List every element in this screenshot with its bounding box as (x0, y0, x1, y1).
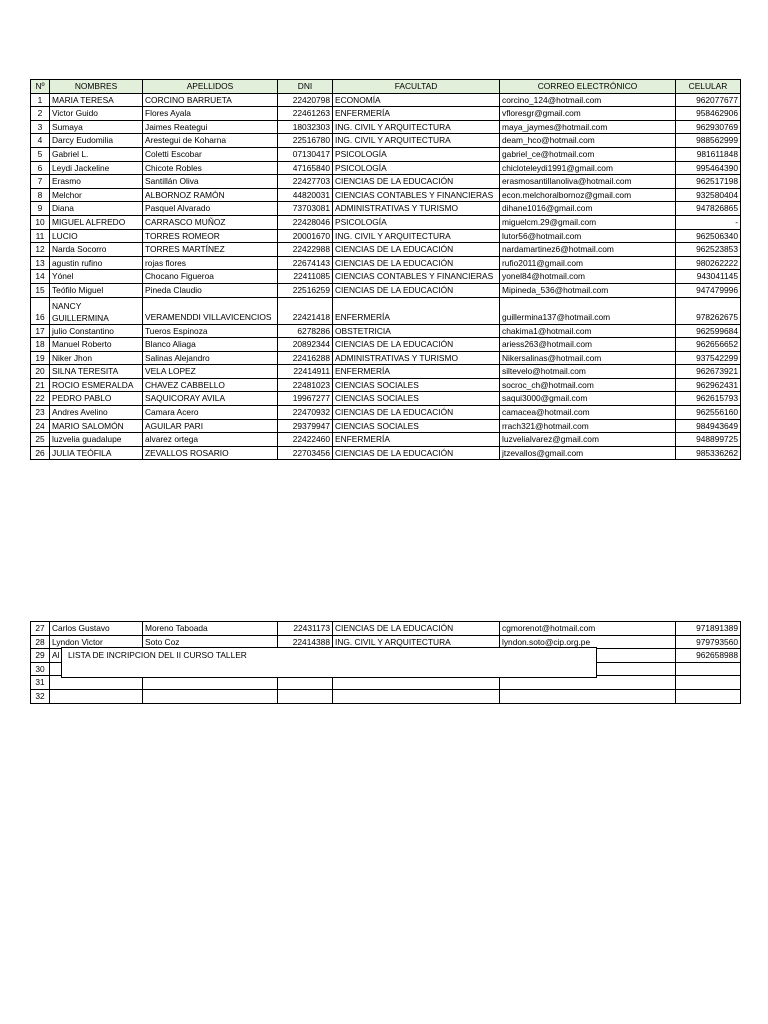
cell-dni: 22427703 (278, 175, 333, 189)
cell-first-name: MARIO SALOMÓN (50, 419, 143, 433)
table-row (31, 134, 741, 148)
cell-row-number: 11 (31, 229, 50, 243)
cell-first-name: julio Constantino (50, 324, 143, 338)
cell-row-number: 3 (31, 120, 50, 134)
cell-dni: 19967277 (278, 392, 333, 406)
table-row (31, 338, 741, 352)
cell-last-name: CORCINO BARRUETA (143, 93, 278, 107)
cell-last-name (143, 689, 278, 703)
cell-last-name: Camara Acero (143, 406, 278, 420)
cell-dni: 22420798 (278, 93, 333, 107)
cell-row-number: 23 (31, 406, 50, 420)
cell-phone: 947826865 (676, 202, 741, 216)
cell-first-name: LUCIO (50, 229, 143, 243)
cell-email (500, 689, 676, 703)
cell-faculty: ING. CIVIL Y ARQUITECTURA (333, 635, 500, 649)
table-row (31, 120, 741, 134)
cell-faculty: CIENCIAS DE LA EDUCACIÓN (333, 175, 500, 189)
cell-first-name: agustin rufino (50, 256, 143, 270)
cell-row-number: 19 (31, 351, 50, 365)
cell-dni: 29379947 (278, 419, 333, 433)
cell-first-name: ROCIO ESMERALDA (50, 378, 143, 392)
cell-phone: 947479996 (676, 283, 741, 297)
cell-faculty: CIENCIAS DE LA EDUCACIÓN (333, 283, 500, 297)
list-title: LISTA DE INCRIPCION DEL II CURSO TALLER (68, 650, 247, 660)
cell-phone: 995464390 (676, 161, 741, 175)
cell-faculty: CIENCIAS CONTABLES Y FINANCIERAS (333, 188, 500, 202)
cell-row-number: 16 (31, 297, 50, 324)
cell-email: yonel84@hotmail.com (500, 270, 676, 284)
table-row (31, 351, 741, 365)
cell-email: guillermina137@hotmail.com (500, 297, 676, 324)
cell-row-number: 29 (31, 649, 50, 663)
cell-email: socroc_ch@hotmail.com (500, 378, 676, 392)
cell-email: nardamartinez6@hotmail.com (500, 243, 676, 257)
cell-email: miguelcm.29@gmail.com (500, 215, 676, 229)
cell-faculty: ENFERMERÍA (333, 107, 500, 121)
cell-row-number: 1 (31, 93, 50, 107)
cell-first-name: Al (50, 649, 143, 663)
table-header-row (31, 80, 741, 94)
table-row (31, 175, 741, 189)
table-row (31, 283, 741, 297)
cell-first-name: MARIA TERESA (50, 93, 143, 107)
cell-last-name: Chicote Robles (143, 161, 278, 175)
table-row (31, 161, 741, 175)
cell-faculty: CIENCIAS SOCIALES (333, 392, 500, 406)
cell-phone: 943041145 (676, 270, 741, 284)
cell-last-name: Coletti Escobar (143, 147, 278, 161)
cell-faculty: ADMINISTRATIVAS Y TURISMO (333, 351, 500, 365)
cell-dni: 22516259 (278, 283, 333, 297)
cell-phone: 962615793 (676, 392, 741, 406)
cell-row-number: 6 (31, 161, 50, 175)
cell-phone: 962930769 (676, 120, 741, 134)
cell-phone: 981611848 (676, 147, 741, 161)
cell-dni: 22428046 (278, 215, 333, 229)
cell-phone: 962523853 (676, 243, 741, 257)
cell-dni: 22414911 (278, 365, 333, 379)
cell-faculty: CIENCIAS DE LA EDUCACIÓN (333, 446, 500, 460)
header-email: CORREO ELECTRÓNICO (500, 80, 676, 94)
cell-faculty: CIENCIAS DE LA EDUCACIÓN (333, 622, 500, 636)
cell-email: rrach321@hotmail.com (500, 419, 676, 433)
cell-email: luzvelialvarez@gmail.com (500, 433, 676, 447)
header-row-number: Nº (31, 80, 50, 94)
cell-first-name: Leydi Jackeline (50, 161, 143, 175)
cell-row-number: 5 (31, 147, 50, 161)
cell-email: lyndon.soto@cip.org.pe (500, 635, 676, 649)
cell-email: maya_jaymes@hotmail.com (500, 120, 676, 134)
cell-row-number: 20 (31, 365, 50, 379)
cell-first-name: luzvelia guadalupe (50, 433, 143, 447)
header-last-name: APELLIDOS (143, 80, 278, 94)
cell-email: saqui3000@gmail.com (500, 392, 676, 406)
cell-last-name: Salinas Alejandro (143, 351, 278, 365)
cell-dni: 22422460 (278, 433, 333, 447)
cell-faculty: CIENCIAS DE LA EDUCACIÓN (333, 406, 500, 420)
cell-phone: 988562999 (676, 134, 741, 148)
cell-dni: 07130417 (278, 147, 333, 161)
cell-faculty: CIENCIAS DE LA EDUCACIÓN (333, 256, 500, 270)
cell-faculty: PSICOLOGÍA (333, 161, 500, 175)
cell-faculty: ING. CIVIL Y ARQUITECTURA (333, 134, 500, 148)
cell-dni: 22411085 (278, 270, 333, 284)
cell-row-number: 25 (31, 433, 50, 447)
cell-last-name: SAQUICORAY AVILA (143, 392, 278, 406)
cell-last-name: Pineda Claudio (143, 283, 278, 297)
cell-last-name: VELA LOPEZ (143, 365, 278, 379)
cell-email: corcino_124@hotmail.com (500, 93, 676, 107)
cell-faculty: PSICOLOGÍA (333, 147, 500, 161)
cell-last-name: AGUILAR PARI (143, 419, 278, 433)
cell-row-number: 10 (31, 215, 50, 229)
cell-first-name: Victor Guido (50, 107, 143, 121)
cell-first-name: Manuel Roberto (50, 338, 143, 352)
cell-faculty: CIENCIAS SOCIALES (333, 419, 500, 433)
cell-phone: 962556160 (676, 406, 741, 420)
table-row (31, 378, 741, 392)
cell-dni: 22414388 (278, 635, 333, 649)
cell-dni: 22461263 (278, 107, 333, 121)
cell-last-name: ALBORNOZ RAMÓN (143, 188, 278, 202)
cell-faculty: ENFERMERÍA (333, 433, 500, 447)
cell-dni: 22431173 (278, 622, 333, 636)
cell-email: deam_hco@hotmail.com (500, 134, 676, 148)
table-row (31, 419, 741, 433)
cell-row-number: 15 (31, 283, 50, 297)
table-row (31, 147, 741, 161)
cell-phone: 962962431 (676, 378, 741, 392)
cell-email: siltevelo@hotmail.com (500, 365, 676, 379)
cell-first-name: Yónel (50, 270, 143, 284)
cell-row-number: 21 (31, 378, 50, 392)
cell-faculty: ENFERMERÍA (333, 365, 500, 379)
cell-row-number: 31 (31, 676, 50, 690)
cell-dni: 20001670 (278, 229, 333, 243)
cell-phone: 962077677 (676, 93, 741, 107)
cell-first-name: Melchor (50, 188, 143, 202)
table-row (31, 622, 741, 636)
cell-dni: 22516780 (278, 134, 333, 148)
cell-phone: 962506340 (676, 229, 741, 243)
cell-email: Nikersalinas@hotmail.com (500, 351, 676, 365)
cell-dni (278, 689, 333, 703)
cell-email: rufio2011@gmail.com (500, 256, 676, 270)
table-row (31, 93, 741, 107)
cell-first-name: Diana (50, 202, 143, 216)
cell-phone: 962599684 (676, 324, 741, 338)
cell-dni: 22470932 (278, 406, 333, 420)
table-row (31, 215, 741, 229)
cell-last-name: Chocano Figueroa (143, 270, 278, 284)
cell-email: jtzevallos@gmail.com (500, 446, 676, 460)
cell-faculty: PSICOLOGÍA (333, 215, 500, 229)
cell-last-name: Soto Coz (143, 635, 278, 649)
cell-last-name: Jaimes Reategui (143, 120, 278, 134)
registration-table-top (30, 79, 741, 460)
cell-dni: 6278286 (278, 324, 333, 338)
cell-first-name: Teófilo Miguel (50, 283, 143, 297)
cell-first-name: Niker Jhon (50, 351, 143, 365)
cell-last-name: Pasquel Alvarado (143, 202, 278, 216)
cell-row-number: 17 (31, 324, 50, 338)
cell-last-name: Blanco Aliaga (143, 338, 278, 352)
cell-row-number: 12 (31, 243, 50, 257)
cell-phone: 962658988 (676, 649, 741, 663)
cell-faculty: ADMINISTRATIVAS Y TURISMO (333, 202, 500, 216)
cell-last-name: CARRASCO MUÑOZ (143, 215, 278, 229)
cell-row-number: 7 (31, 175, 50, 189)
cell-first-name: Erasmo (50, 175, 143, 189)
cell-email: ariess263@hotmail.com (500, 338, 676, 352)
cell-phone: - (676, 215, 741, 229)
table-row (31, 202, 741, 216)
cell-dni: 22674143 (278, 256, 333, 270)
cell-dni: 20892344 (278, 338, 333, 352)
cell-row-number: 18 (31, 338, 50, 352)
cell-row-number: 8 (31, 188, 50, 202)
table-row (31, 229, 741, 243)
cell-first-name: MIGUEL ALFREDO (50, 215, 143, 229)
cell-last-name: Santillán Oliva (143, 175, 278, 189)
cell-faculty: ING. CIVIL Y ARQUITECTURA (333, 229, 500, 243)
cell-last-name: TORRES MARTÍNEZ (143, 243, 278, 257)
header-dni: DNI (278, 80, 333, 94)
cell-last-name: Flores Ayala (143, 107, 278, 121)
cell-phone (676, 676, 741, 690)
cell-dni: 44820031 (278, 188, 333, 202)
cell-row-number: 22 (31, 392, 50, 406)
cell-phone: 958462906 (676, 107, 741, 121)
table-row (31, 392, 741, 406)
list-title-box (61, 647, 597, 678)
cell-phone: 962656652 (676, 338, 741, 352)
cell-email: erasmosantillanoliva@hotmail.com (500, 175, 676, 189)
cell-row-number: 27 (31, 622, 50, 636)
cell-phone: 978262675 (676, 297, 741, 324)
cell-email: lutor56@hotmail.com (500, 229, 676, 243)
cell-first-name: NANCY GUILLERMINA (50, 297, 143, 324)
cell-row-number: 13 (31, 256, 50, 270)
cell-phone: 980262222 (676, 256, 741, 270)
cell-email: dihane1016@gmail.com (500, 202, 676, 216)
cell-phone: 979793560 (676, 635, 741, 649)
table-row (31, 243, 741, 257)
cell-first-name: SILNA TERESITA (50, 365, 143, 379)
cell-last-name: alvarez ortega (143, 433, 278, 447)
header-first-name: NOMBRES (50, 80, 143, 94)
table-row (31, 256, 741, 270)
cell-phone: 962673921 (676, 365, 741, 379)
cell-email: vfloresgr@gmail.com (500, 107, 676, 121)
cell-last-name: VERAMENDDI VILLAVICENCIOS (143, 297, 278, 324)
table-row (31, 188, 741, 202)
cell-last-name: rojas flores (143, 256, 278, 270)
cell-first-name (50, 689, 143, 703)
cell-faculty: ECONOMÍA (333, 93, 500, 107)
cell-last-name: ZEVALLOS ROSARIO (143, 446, 278, 460)
cell-dni: 22422988 (278, 243, 333, 257)
cell-row-number: 4 (31, 134, 50, 148)
cell-first-name: Narda Socorro (50, 243, 143, 257)
cell-first-name: Gabriel L. (50, 147, 143, 161)
cell-dni: 22416288 (278, 351, 333, 365)
cell-last-name: Tueros Espinoza (143, 324, 278, 338)
cell-faculty (333, 689, 500, 703)
cell-first-name: Carlos Gustavo (50, 622, 143, 636)
cell-last-name: Moreno Taboada (143, 622, 278, 636)
cell-email: chicloteleydi1991@gmail.com (500, 161, 676, 175)
cell-first-name: Andres Avelino (50, 406, 143, 420)
cell-row-number: 28 (31, 635, 50, 649)
cell-dni: 22703456 (278, 446, 333, 460)
cell-phone: 962517198 (676, 175, 741, 189)
cell-phone: 971891389 (676, 622, 741, 636)
cell-row-number: 9 (31, 202, 50, 216)
cell-faculty: OBSTETRICIA (333, 324, 500, 338)
cell-last-name: CHAVEZ CABBELLO (143, 378, 278, 392)
cell-phone: 985336262 (676, 446, 741, 460)
cell-faculty: CIENCIAS SOCIALES (333, 378, 500, 392)
cell-dni: 18032303 (278, 120, 333, 134)
cell-first-name: JULIA TEÓFILA (50, 446, 143, 460)
cell-row-number: 32 (31, 689, 50, 703)
cell-email: econ.melchoralbornoz@gmail.com (500, 188, 676, 202)
table-row (31, 406, 741, 420)
cell-faculty: ING. CIVIL Y ARQUITECTURA (333, 120, 500, 134)
cell-row-number: 30 (31, 662, 50, 676)
cell-phone (676, 662, 741, 676)
cell-email: camacea@hotmail.com (500, 406, 676, 420)
cell-row-number: 24 (31, 419, 50, 433)
cell-email: gabriel_ce@hotmail.com (500, 147, 676, 161)
table-row (31, 433, 741, 447)
cell-dni: 22421418 (278, 297, 333, 324)
cell-first-name: PEDRO PABLO (50, 392, 143, 406)
table-row (31, 365, 741, 379)
cell-dni: 73703081 (278, 202, 333, 216)
cell-row-number: 2 (31, 107, 50, 121)
table-row (31, 297, 741, 324)
cell-email: cgmorenot@hotmail.com (500, 622, 676, 636)
table-row (31, 270, 741, 284)
table-row (31, 689, 741, 703)
cell-phone: 932580404 (676, 188, 741, 202)
cell-dni: 47165840 (278, 161, 333, 175)
header-faculty: FACULTAD (333, 80, 500, 94)
cell-row-number: 26 (31, 446, 50, 460)
cell-email: chakima1@hotmail.com (500, 324, 676, 338)
table-row (31, 107, 741, 121)
cell-first-name: Darcy Eudomilia (50, 134, 143, 148)
cell-last-name: Arestegui de Koharna (143, 134, 278, 148)
cell-first-name: Lyndon Victor (50, 635, 143, 649)
cell-email: Mipineda_536@hotmail.com (500, 283, 676, 297)
cell-faculty: CIENCIAS CONTABLES Y FINANCIERAS (333, 270, 500, 284)
cell-faculty: ENFERMERÍA (333, 297, 500, 324)
table-row (31, 324, 741, 338)
cell-faculty: CIENCIAS DE LA EDUCACIÓN (333, 338, 500, 352)
cell-phone: 948899725 (676, 433, 741, 447)
cell-faculty: CIENCIAS DE LA EDUCACIÓN (333, 243, 500, 257)
cell-first-name: Sumaya (50, 120, 143, 134)
cell-phone: 984943649 (676, 419, 741, 433)
header-phone: CELULAR (676, 80, 741, 94)
cell-last-name: TORRES ROMEOR (143, 229, 278, 243)
cell-phone: 937542299 (676, 351, 741, 365)
cell-row-number: 14 (31, 270, 50, 284)
cell-dni: 22481023 (278, 378, 333, 392)
cell-phone (676, 689, 741, 703)
table-row (31, 446, 741, 460)
